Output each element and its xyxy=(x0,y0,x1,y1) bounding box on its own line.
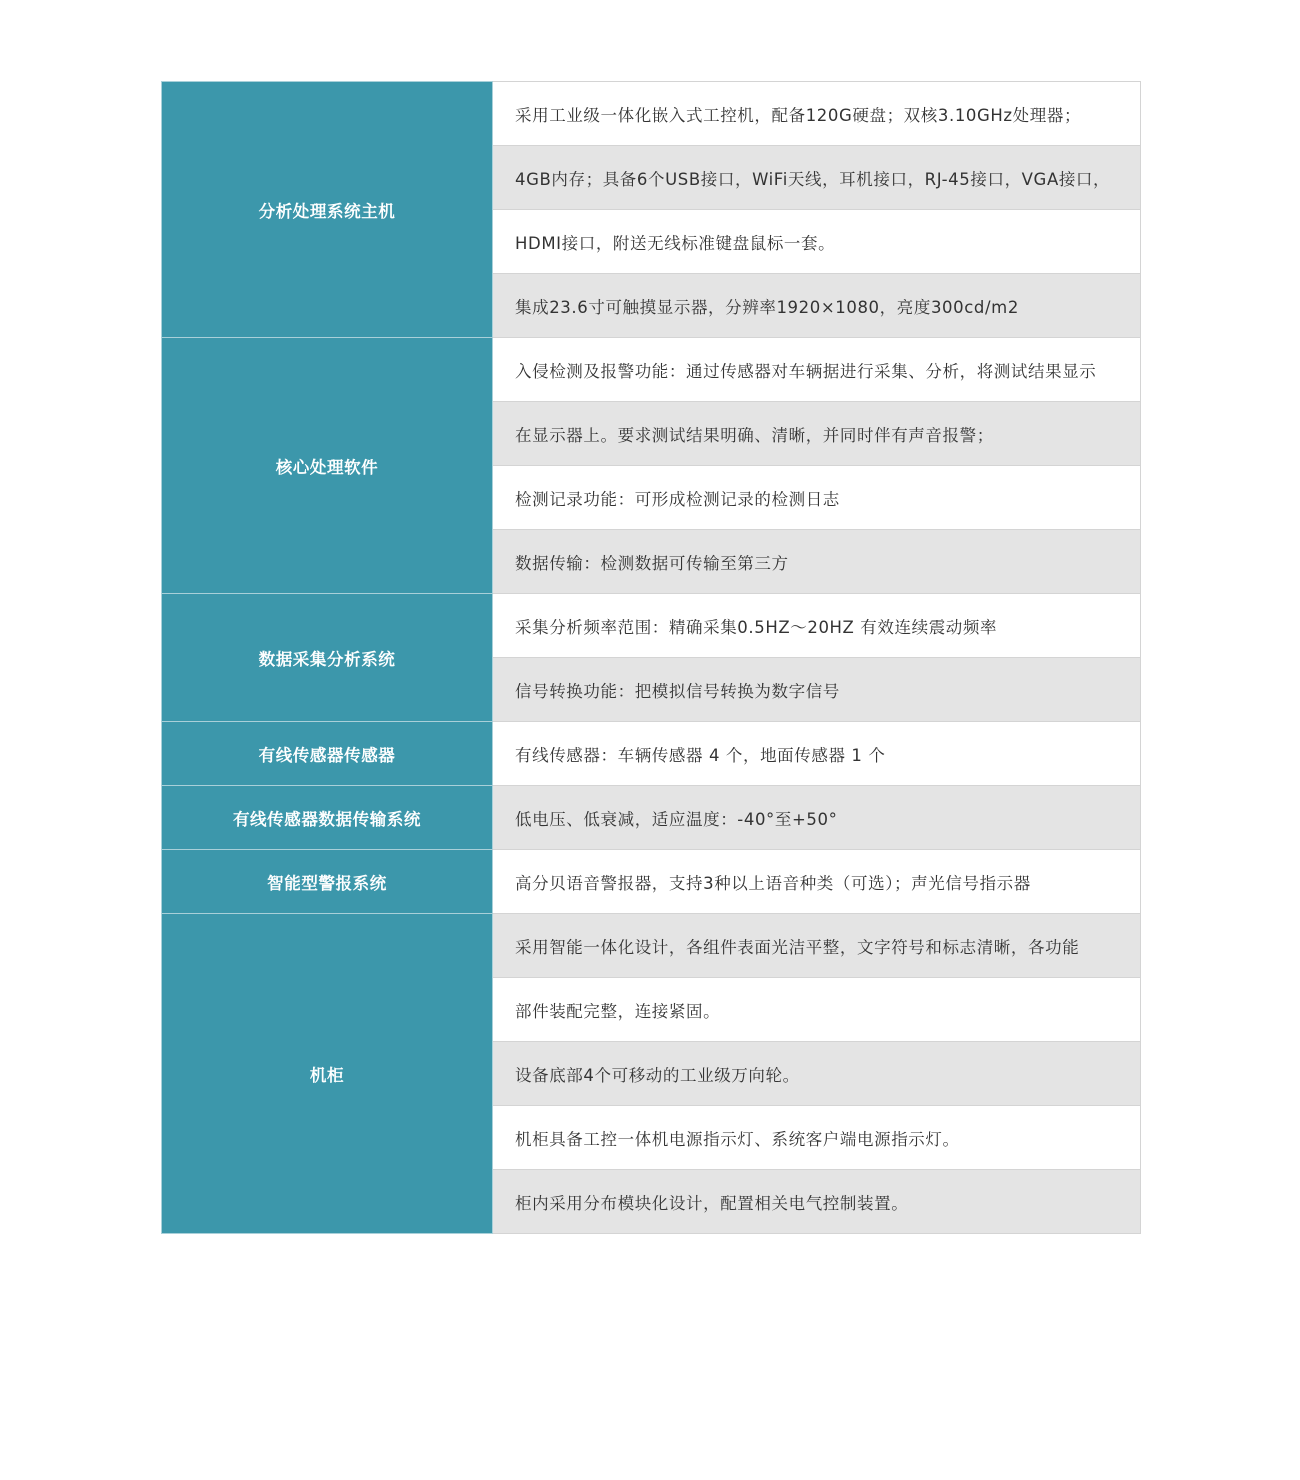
table-row xyxy=(162,850,1141,914)
row-group-label: 数据采集分析系统 xyxy=(162,594,493,722)
spec-value-line: 机柜具备工控一体机电源指示灯、系统客户端电源指示灯。 xyxy=(493,1106,1141,1170)
spec-value-line: HDMI接口，附送无线标准键盘鼠标一套。 xyxy=(493,210,1141,274)
spec-value-line: 采用智能一体化设计，各组件表面光洁平整，文字符号和标志清晰，各功能 xyxy=(493,914,1141,978)
spec-value-line: 采用工业级一体化嵌入式工控机，配备120G硬盘；双核3.10GHz处理器； xyxy=(493,82,1141,146)
table-row xyxy=(162,786,1141,850)
table-row xyxy=(162,722,1141,786)
spec-value-line: 部件装配完整，连接紧固。 xyxy=(493,978,1141,1042)
row-group-label: 核心处理软件 xyxy=(162,338,493,594)
spec-value-line: 柜内采用分布模块化设计，配置相关电气控制装置。 xyxy=(493,1170,1141,1234)
row-group-label: 机柜 xyxy=(162,914,493,1234)
row-group-label: 有线传感器传感器 xyxy=(162,722,493,786)
spec-value-line: 高分贝语音警报器，支持3种以上语音种类（可选）；声光信号指示器 xyxy=(493,850,1141,914)
table-row xyxy=(162,338,1141,402)
spec-table-body xyxy=(162,82,1141,1234)
row-group-label: 智能型警报系统 xyxy=(162,850,493,914)
row-group-label: 有线传感器数据传输系统 xyxy=(162,786,493,850)
spec-table xyxy=(161,81,1141,1234)
spec-value-line: 入侵检测及报警功能：通过传感器对车辆据进行采集、分析，将测试结果显示 xyxy=(493,338,1141,402)
spec-value-line: 在显示器上。要求测试结果明确、清晰，并同时伴有声音报警； xyxy=(493,402,1141,466)
table-row xyxy=(162,914,1141,978)
spec-value-line: 检测记录功能：可形成检测记录的检测日志 xyxy=(493,466,1141,530)
spec-value-line: 集成23.6寸可触摸显示器，分辨率1920×1080，亮度300cd/m2 xyxy=(493,274,1141,338)
spec-value-line: 数据传输：检测数据可传输至第三方 xyxy=(493,530,1141,594)
spec-value-line: 有线传感器：车辆传感器 4 个，地面传感器 1 个 xyxy=(493,722,1141,786)
spec-value-line: 低电压、低衰减，适应温度：-40°至+50° xyxy=(493,786,1141,850)
spec-value-line: 信号转换功能：把模拟信号转换为数字信号 xyxy=(493,658,1141,722)
spec-value-line: 4GB内存；具备6个USB接口，WiFi天线，耳机接口，RJ-45接口，VGA接口， xyxy=(493,146,1141,210)
row-group-label: 分析处理系统主机 xyxy=(162,82,493,338)
spec-value-line: 采集分析频率范围：精确采集0.5HZ～20HZ 有效连续震动频率 xyxy=(493,594,1141,658)
table-row xyxy=(162,594,1141,658)
table-row xyxy=(162,82,1141,146)
spec-value-line: 设备底部4个可移动的工业级万向轮。 xyxy=(493,1042,1141,1106)
